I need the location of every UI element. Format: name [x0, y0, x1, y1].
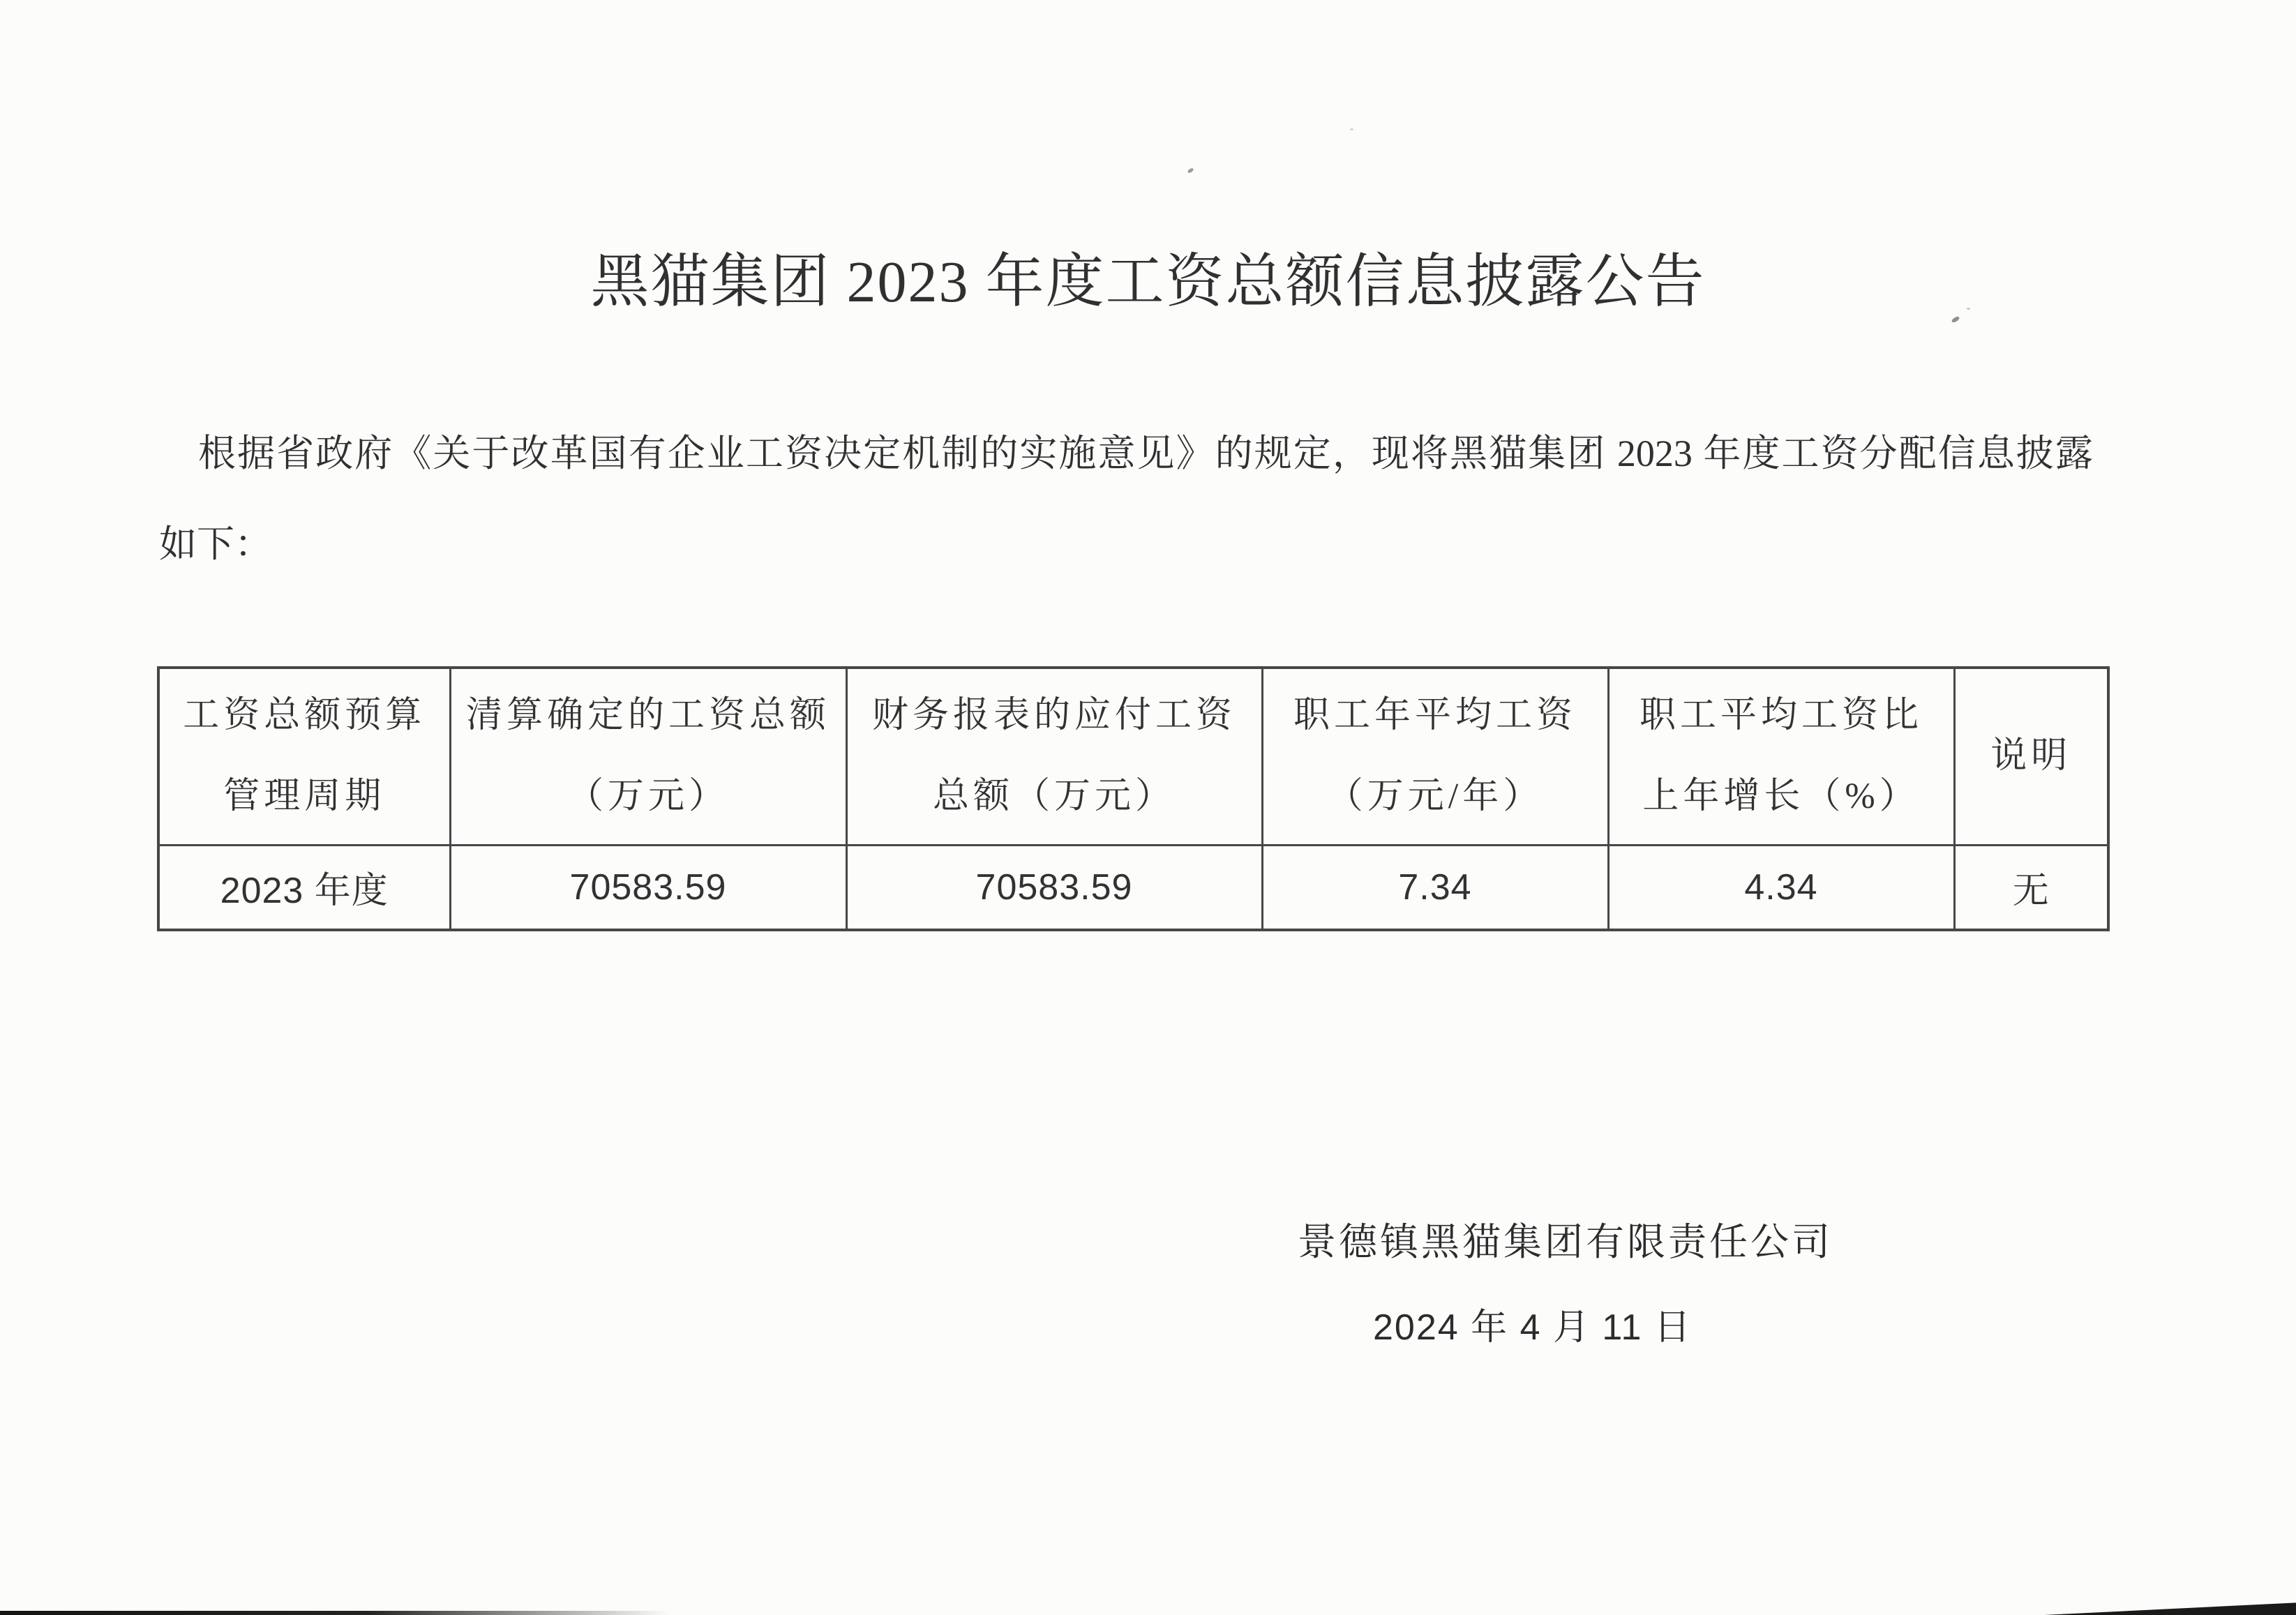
- table-data-row: [158, 845, 2108, 930]
- header-budget-period-line1: 工资总额预算: [183, 695, 426, 735]
- intro-paragraph: [159, 408, 2093, 589]
- cell-settled-total: 70583.59: [450, 845, 846, 930]
- header-wage-growth-line1: 职工平均工资比: [1639, 695, 1923, 735]
- signature-date: 2024 年 4 月 11 日: [1373, 1307, 1692, 1348]
- header-average-wage-line1: 职工年平均工资: [1293, 695, 1577, 735]
- header-settled-total-line2: （万元）: [567, 776, 729, 817]
- cell-financial-total: 70583.59: [846, 845, 1262, 930]
- scan-speck: [1967, 308, 1970, 310]
- header-cell-financial-total: [846, 668, 1262, 845]
- header-financial-total-line1: 财务报表的应付工资: [871, 695, 1236, 735]
- page-title: 黑猫集团 2023 年度工资总额信息披露公告: [590, 250, 1706, 315]
- header-cell-settled-total: [450, 668, 846, 845]
- intro-paragraph-line1: 根据省政府《关于改革国有企业工资决定机制的实施意见》的规定，现将黑猫集团 2023 年度工资分配信息披露: [198, 433, 2093, 474]
- header-financial-total-line2: 总额（万元）: [932, 776, 1176, 817]
- header-cell-note: [1954, 668, 2108, 845]
- header-cell-budget-period: [158, 668, 450, 845]
- cell-average-wage: 7.34: [1262, 845, 1608, 930]
- header-average-wage-line2: （万元/年）: [1326, 776, 1544, 817]
- cell-note: 无: [1954, 845, 2108, 930]
- scan-edge-bottom-left: [0, 1611, 670, 1615]
- scan-speck: [1350, 128, 1353, 130]
- company-signature: 景德镇黑猫集团有限责任公司: [1298, 1221, 1833, 1263]
- cell-wage-growth: 4.34: [1608, 845, 1954, 930]
- header-cell-average-wage: [1262, 668, 1608, 845]
- table-header-row: [158, 668, 2108, 845]
- header-note-line1: 说明: [1990, 735, 2072, 776]
- intro-paragraph-line2: 如下：: [159, 523, 272, 565]
- scan-speck: [1187, 167, 1194, 174]
- wage-disclosure-table: [157, 666, 2110, 931]
- header-wage-growth-line2: 上年增长（%）: [1642, 776, 1920, 817]
- scan-edge-bottom-right: [2044, 1601, 2296, 1615]
- cell-period: 2023 年度: [158, 845, 450, 930]
- header-settled-total-line1: 清算确定的工资总额: [465, 695, 830, 735]
- header-budget-period-line2: 管理周期: [223, 776, 386, 817]
- header-cell-wage-growth: [1608, 668, 1954, 845]
